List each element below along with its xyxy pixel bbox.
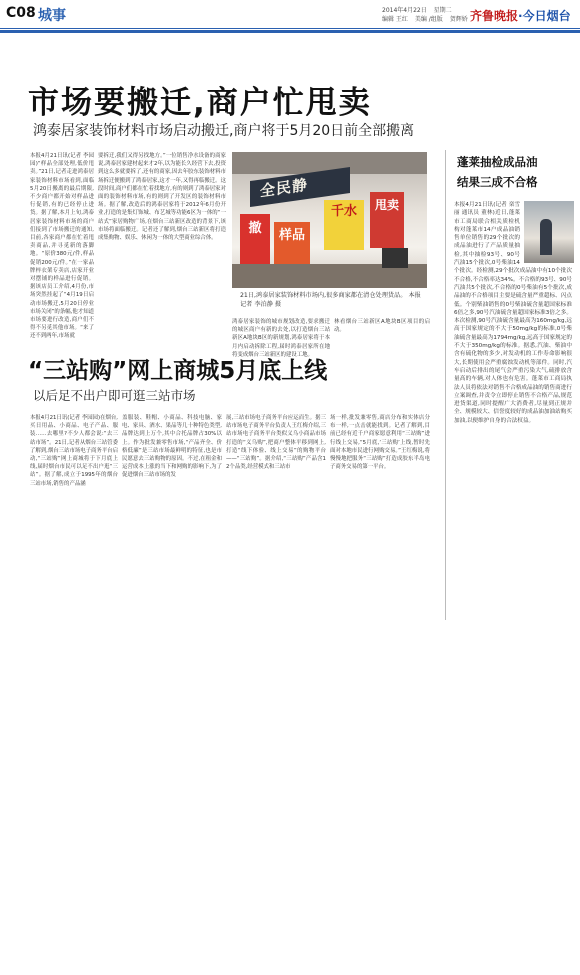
sidebar-headline-line-1: 蓬莱抽检成品油 [457,155,538,169]
sidebar-body [454,201,572,621]
article1-column-1: 本报4月21日讯(记者 李园园)“样品全部处理,低价甩卖。”21日,记者走进鸿泰居家装饰材料市场看到,面临5月20日搬离的最后期限,不少商户都开始对样品进行促销,有的已经停止进货。据了解,本月上旬,鸿泰居家装饰材料市场的商户们接到了市场搬迁的通知,目前,各家商户都在忙着甩卖商品,并寻觅新的落脚地。“原价380元/件,样品促销200元/件。”在一家品牌梓衣架专卖店,店家开业对摆铺的样品进行促销。据该店员工介绍,4月份,市场突然挂起了“4月19日启动市场搬迁,5月20日停业市场关闭”的条幅,他才知道市场要进行改造,商户们不得不另觅其他市场。“来了还不到两年,市场就 [30,153,94,340]
designer-credit: 美编 /组版 [414,16,443,23]
article1-column-3: 鸿泰居家装饰的城市规划改造,要求搬迁的城区商户有新的去处,以打造烟台三站新区A地块B区的新规划,鸿泰居家将于本月内启动拆除工程,届时鸿泰居家所在地将变成烟台三站新区的建设工地。 [232,319,330,358]
article2-column-4: 场一样,批发兼零售,商店分布和实体店分布一样,一点击就能找到。记者了解到,目前已经有近千户商家愿意利用“三站购”进行线上交易,“5月底,‘三站购’上线,暂时先面对本地市民进行网购交易。”王红梅说,将慢慢地把服务“三站购”打造成胶东半岛电子商务交易的第一平台。 [330,415,430,471]
sidebar-body-text: 本报4月21日讯(记者 栾雪丽 通讯员 董林)近日,蓬莱市工商局联合相关质检机构对蓬莱市14户成品油销售单位销售的29个批次的成品油进行了产品质量抽检,其中抽检93号、90号汽油15个批次,0号柴油14个批次。经检测,29个批次成品油中有10个批次不合格,不合格率达34%。不合格的93号、90号汽油共5个批次,不合格的0号柴油有5个批次,成品油的不合格项目主要是硫含量严重超标、闪点低。个别柴油销售的0号柴油硫含量超国家标准6倍之多,90号汽油硫含量超国家标准3倍之多。本次检测,90号汽油硫含量最高为160mg/kg,远高于国家规定的不大于50mg/kg的标准,0号柴油硫含量最高为1794mg/kg,远高于国家规定的不大于350mg/kg的标准。据悉,汽油、柴油中含有硫化物的多少,对发动机的工作寿命影响很大,长期使用会严重腐蚀发动机等部件。同时,汽车启动后排出的尾气会严重污染大气,硫排放含量高的车辆,对人体也有危害。蓬莱市工商局执法人员将依法对销售不合格成品油的销售商进行立案调查,并责令立即停止销售不合格产品,规范进货渠道,同时提醒广大消费者,尽量到正规并全、规模较大、信誉度较好的成品油加油站购买加油,以便维护自身的合法权益。 [454,202,572,424]
sidebar-photo-spacer [520,201,572,265]
issue-meta [382,6,473,24]
article1-column-2: 要拆迁,我们又得另找地方。”一位销售净水设备的商家说,鸿泰居家建材起来才2年,以为能长久经营下去,投资到这么多就要拆了,还有的商家,因去年胶东装饰材料市场拆迁便搬到了鸿泰居家,这才一年,又得再临搬迁。这段时间,商户们都在忙着找地方,有的则到了鸿泰居家对面的装饰材料市场,有的则到了开发区的装饰材料市场。据了解,改造后的鸿泰居家将于2012年6月份开业,打造的是集灯饰城、布艺城等功能6区为一体的“一站式”家居购物广场,在烟台三站新区改造的背景下,该市场将面临搬迁。记者还了解到,烟台三站新区将打造成集购物、娱乐、休闲为一体的大型商业综合体。 [98,153,226,242]
sidebar-divider [445,150,446,620]
photo-sign-clearance: 撤 [240,214,270,272]
newspaper-brand-logo: 齐鲁晚报 [470,9,519,23]
sidebar-headline [457,152,538,192]
photo-display-stand [382,248,408,268]
article1-column-4: 林看烟台三站新区A地块B区项目的启动。 [334,319,430,334]
issue-weekday: 星期二 [433,7,452,14]
photo-banner-text: 全民静 [260,175,309,201]
sidebar-headline-line-2: 结果三成不合格 [457,175,538,189]
article2-column-2: 盖服装、鞋帽、小商品、科技电脑、家电、家具、酒水、果品等几十种特色类型,品牌达到上万个,其中合托品牌占30%以上。作为批发兼零售市场,“产品齐全、价格低廉”是三站市场最鲜明的特征,也是市民愿意去三站购物的原因。不过,在租金和运营成本上涨的当下和网购的影响下,为了促进烟台三站市场的发 [122,415,222,479]
edition-name: ·今日烟台 [518,9,571,23]
photo-sign-sample: 样品 [274,222,310,274]
article2-column-3: 展,三站市场电子商务平台应运而生。据三站市场电子商务平台负责人王红梅介绍,三站市场电子商务平台类似义乌小商品市场打造的“义乌购”,把商户整体平移到网上,打造“线下体验、线上交易”的购物平台——“三站购”。据介绍,“三站购”产品含12个品类,经营模式和三站市 [226,415,326,471]
editor-credit: 编辑 王红 [382,16,408,23]
market-photo [232,152,427,288]
section-title: 城事 [38,8,66,24]
header-rule [0,28,580,29]
photo-sign-water: 千水 [324,200,364,250]
article2-headline: “三站购”网上商城5月底上线 [28,358,328,384]
photo-caption: 21日,鸿泰居家装饰材料市场内,很多商家都在清仓处理货品。 本报记者 李泊静 摄 [240,292,421,308]
newspaper-masthead [470,7,571,24]
article1-subheadline: 鸿泰居家装饰材料市场启动搬迁,商户将于5月20日前全部搬离 [33,123,415,139]
article2-subheadline: 以后足不出户即可逛三站市场 [33,388,196,403]
issue-date: 2014年4月22日 [382,7,427,14]
proofreader-credit: 贺辉娇 [449,16,468,23]
page-number: C08 [6,5,36,21]
article2-column-1: 本报4月21日讯(记者 李园园)在烟台,买日用品、小商品、电子产品、服装……去哪里?不少人都会说:“去三站市场”。21日,记者从烟台三站管委了解到,烟台三站市场电子商务平台启动,“三站购”网上商城将于下月底上线,届时烟台市民可以足不出户逛“三站”。据了解,成立于1995年的烟台三站市场,销售的产品涵 [30,415,119,487]
page-header [0,0,580,30]
photo-sign-sale: 甩卖 [370,192,404,248]
header-accent-bar [0,30,580,33]
article1-headline: 市场要搬迁,商户忙甩卖 [28,85,372,121]
